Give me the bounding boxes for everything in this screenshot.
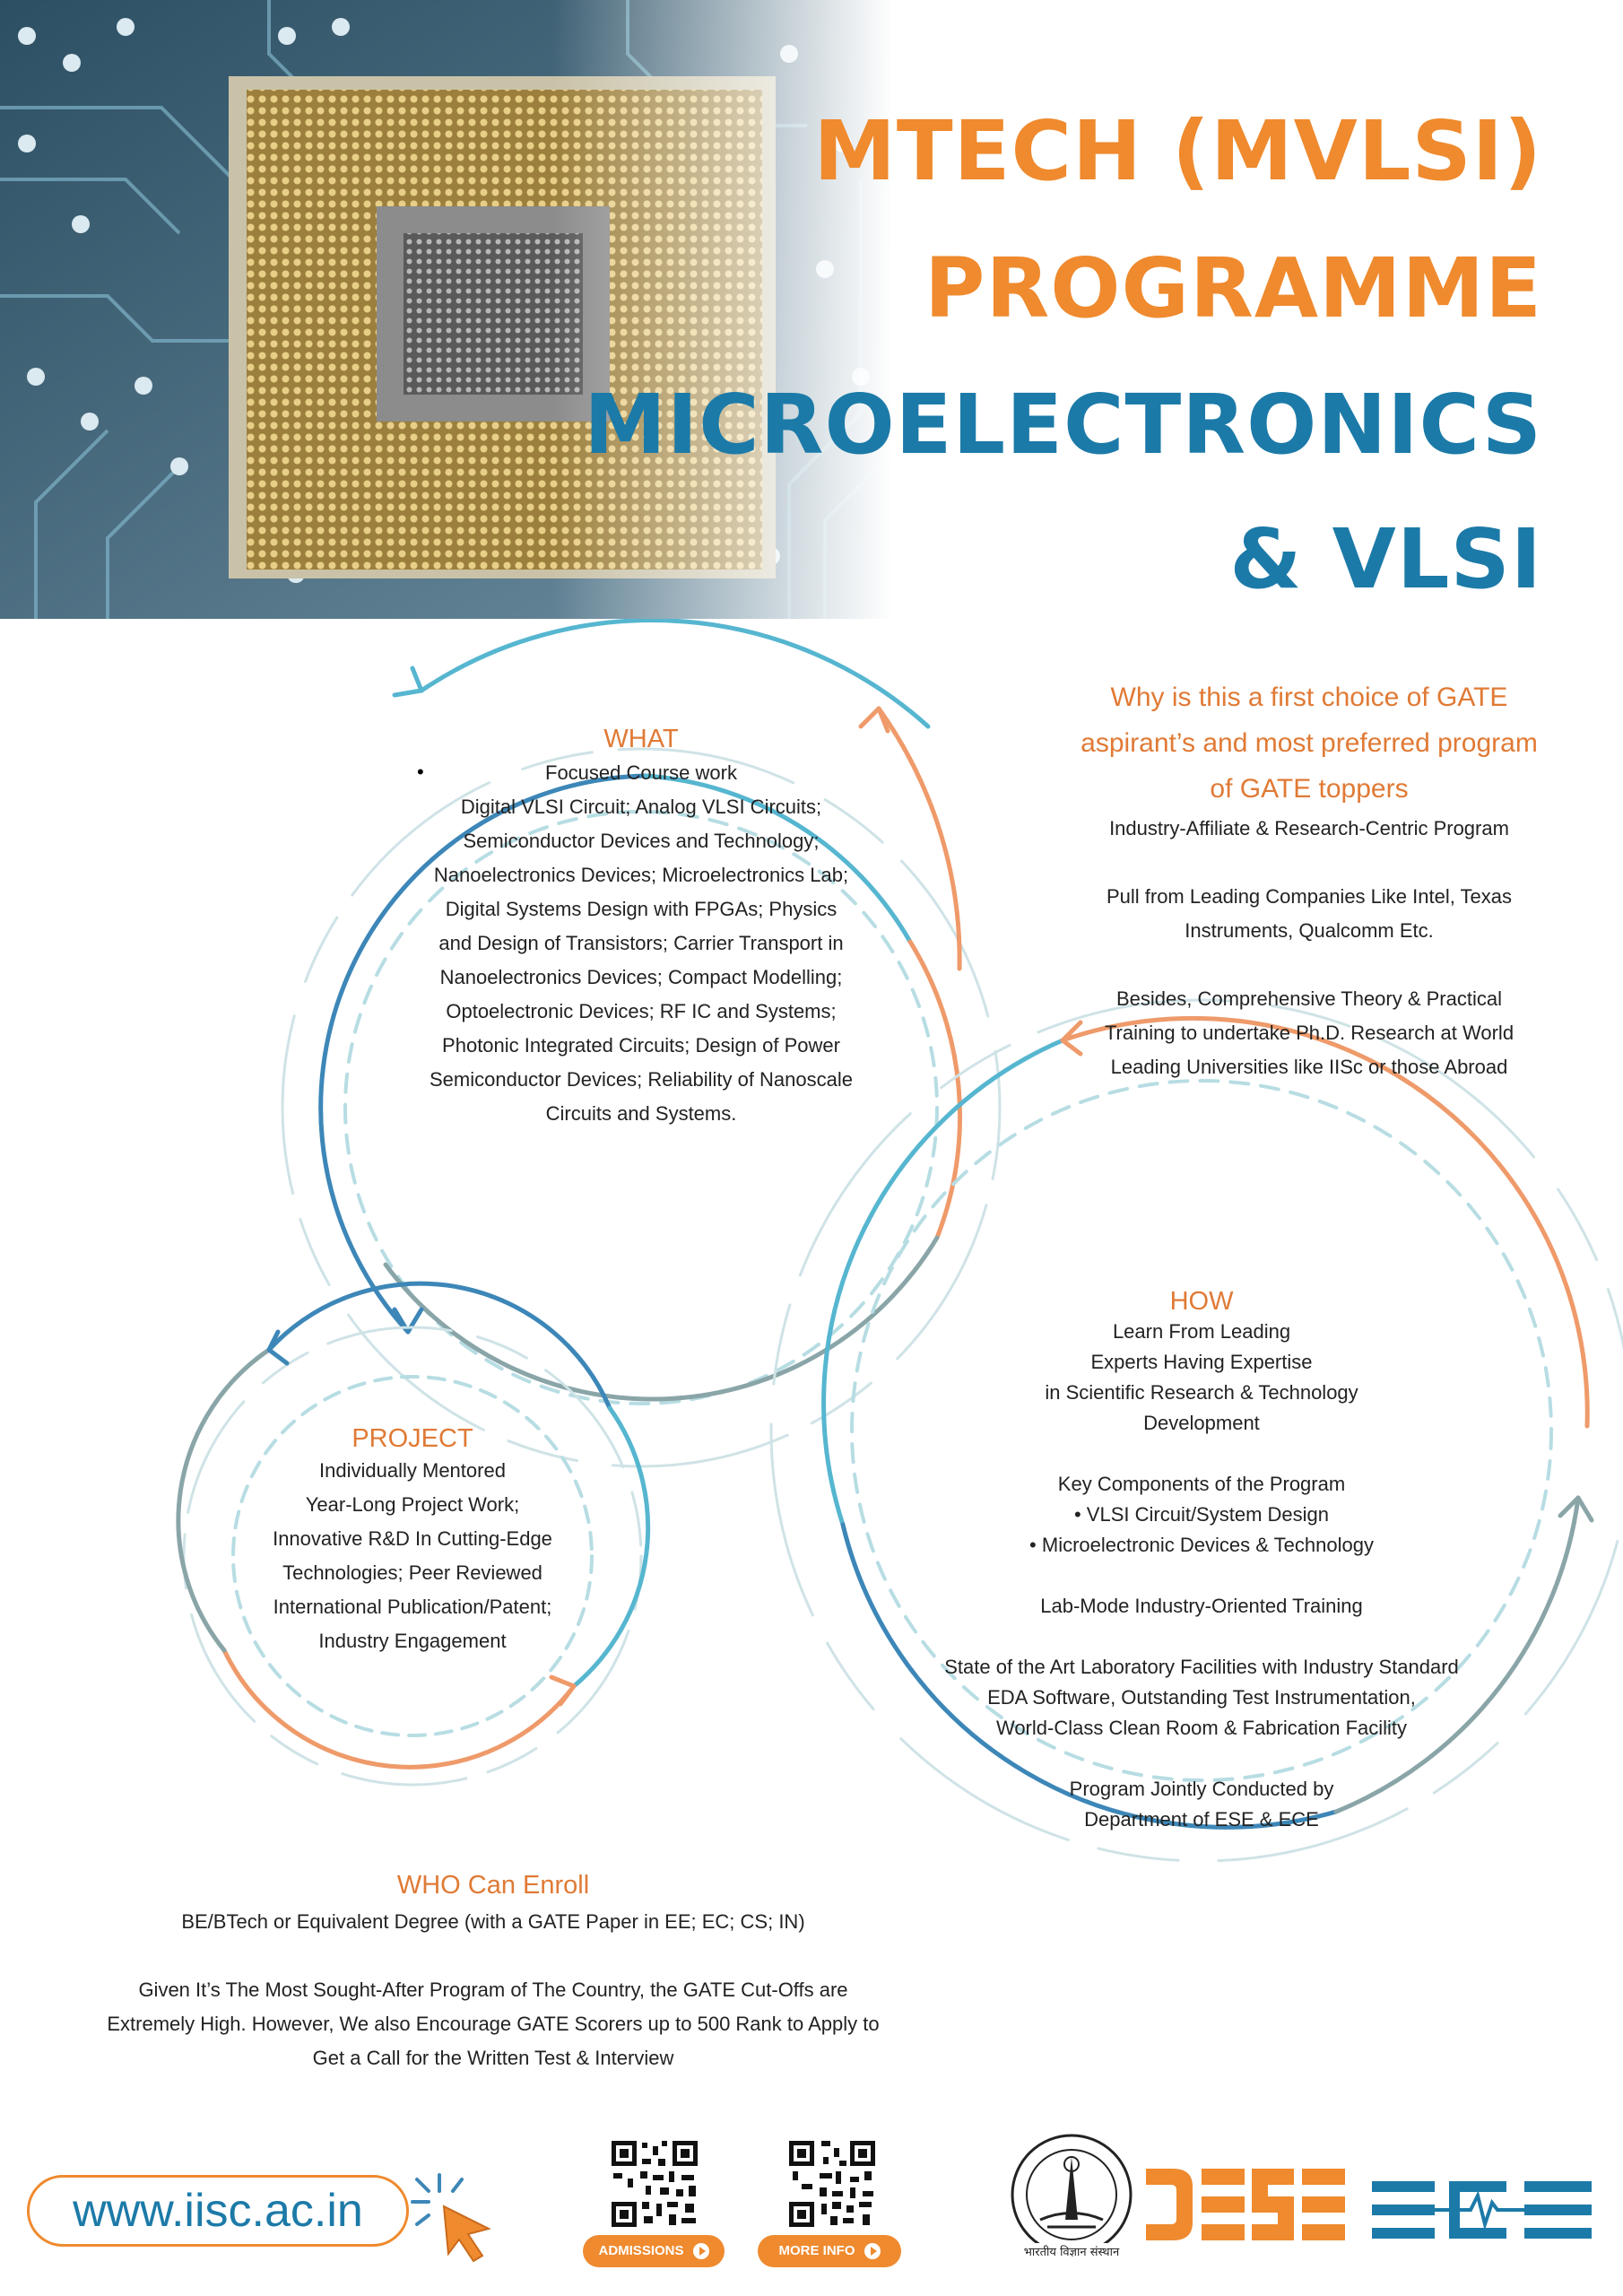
who-heading: WHO Can Enroll [396, 1871, 590, 1900]
qr-code-more-info[interactable] [787, 2139, 877, 2229]
what-line: Semiconductor Devices; Reliability of Nanoscale [430, 1068, 853, 1091]
play-icon [864, 2243, 881, 2259]
how-line: Development [1143, 1412, 1260, 1434]
why-p3-line1: Besides, Comprehensive Theory & Practical [1115, 987, 1502, 1010]
how-line: World-Class Clean Room & Fabrication Facility [995, 1717, 1408, 1739]
who-line: Extremely High. However, We also Encourage GATE Scorers up to 500 Rank to Apply to [107, 2013, 880, 2035]
how-line: Program Jointly Conducted by [1069, 1778, 1334, 1800]
how-line: Key Components of the Program [1057, 1473, 1346, 1495]
what-line: Photonic Integrated Circuits; Design of Power [442, 1034, 840, 1057]
who-line: Get a Call for the Written Test & Interview [312, 2047, 674, 2069]
why-section [1058, 674, 1560, 1084]
ece-logo [1372, 2181, 1592, 2239]
how-line: Experts Having Expertise [1090, 1351, 1313, 1373]
what-line: Nanoelectronics Devices; Compact Modelling; [439, 966, 843, 988]
admissions-label: ADMISSIONS [598, 2243, 684, 2258]
what-bullet: • [417, 761, 424, 783]
why-p2-line1: Pull from Leading Companies Like Intel, Texas [1106, 885, 1513, 908]
why-p3-line3: Leading Universities like IISc or those Abroad [1110, 1056, 1508, 1078]
play-icon [693, 2243, 709, 2259]
how-line: Learn From Leading [1112, 1320, 1291, 1343]
title-line-1: MTECH (MVLSI) [813, 103, 1542, 199]
why-heading-3: of GATE toppers [1210, 774, 1409, 804]
how-line: • Microelectronic Devices & Technology [1029, 1534, 1374, 1556]
title-line-4: & VLSI [1229, 511, 1542, 607]
what-heading: WHAT [603, 725, 679, 753]
website-link[interactable] [27, 2175, 409, 2247]
project-line: Technologies; Peer Reviewed [282, 1561, 542, 1584]
project-line: Innovative R&D In Cutting-Edge [273, 1527, 552, 1550]
more-info-button[interactable] [758, 2235, 901, 2267]
svg-text:भारतीय विज्ञान संस्थान: भारतीय विज्ञान संस्थान [1023, 2246, 1120, 2259]
why-p2-line2: Instruments, Qualcomm Etc. [1185, 919, 1434, 942]
project-line: International Publication/Patent; [273, 1596, 552, 1618]
what-line: Digital Systems Design with FPGAs; Physics [445, 898, 838, 920]
what-line: Circuits and Systems. [545, 1102, 737, 1125]
website-text: www.iisc.ac.in [73, 2185, 363, 2237]
how-line: • VLSI Circuit/System Design [1073, 1503, 1329, 1526]
project-line: Individually Mentored [319, 1459, 506, 1482]
project-heading: PROJECT [352, 1424, 473, 1453]
why-p1: Industry-Affiliate & Research-Centric Program [1109, 817, 1509, 839]
qr-code-admissions[interactable] [610, 2139, 699, 2229]
what-line: Semiconductor Devices and Technology; [463, 830, 820, 852]
how-section [910, 1287, 1493, 1835]
how-line: EDA Software, Outstanding Test Instrumentation, [987, 1686, 1416, 1709]
project-line: Industry Engagement [318, 1630, 507, 1652]
how-heading: HOW [1169, 1287, 1234, 1316]
how-line: Department of ESE & ECE [1084, 1808, 1319, 1831]
who-section [81, 1866, 906, 2075]
iisc-seal [1004, 2130, 1139, 2265]
what-line: Digital VLSI Circuit; Analog VLSI Circuits; [460, 796, 822, 818]
dese-logo [1146, 2169, 1345, 2240]
project-section [242, 1424, 583, 1658]
title-line-2: PROGRAMME [924, 240, 1542, 336]
what-line: Nanoelectronics Devices; Microelectronics Lab; [433, 864, 849, 886]
admissions-button[interactable] [583, 2235, 725, 2267]
why-heading-1: Why is this a first choice of GATE [1110, 683, 1508, 712]
more-info-label: MORE INFO [778, 2243, 855, 2258]
why-heading-2: aspirant’s and most preferred program [1081, 728, 1538, 758]
who-line: BE/BTech or Equivalent Degree (with a GATE Paper in EE; EC; CS; IN) [181, 1910, 805, 1933]
project-line: Year-Long Project Work; [305, 1493, 520, 1516]
what-line: Focused Course work [545, 761, 737, 784]
what-line: Optoelectronic Devices; RF IC and Systems; [446, 1000, 837, 1022]
what-line: and Design of Transistors; Carrier Transport in [438, 932, 844, 954]
how-line: State of the Art Laboratory Facilities with Industry Standard [944, 1656, 1459, 1678]
how-line: Lab-Mode Industry-Oriented Training [1040, 1595, 1363, 1617]
title-line-3: MICROELECTRONICS [584, 377, 1542, 473]
how-line: in Scientific Research & Technology [1045, 1381, 1358, 1404]
why-p3-line2: Training to undertake Ph.D. Research at World [1104, 1022, 1515, 1044]
what-section [408, 725, 874, 1131]
who-line: Given It’s The Most Sought-After Program of The Country, the GATE Cut-Offs are [138, 1979, 848, 2001]
cursor-click-icon [404, 2166, 502, 2269]
